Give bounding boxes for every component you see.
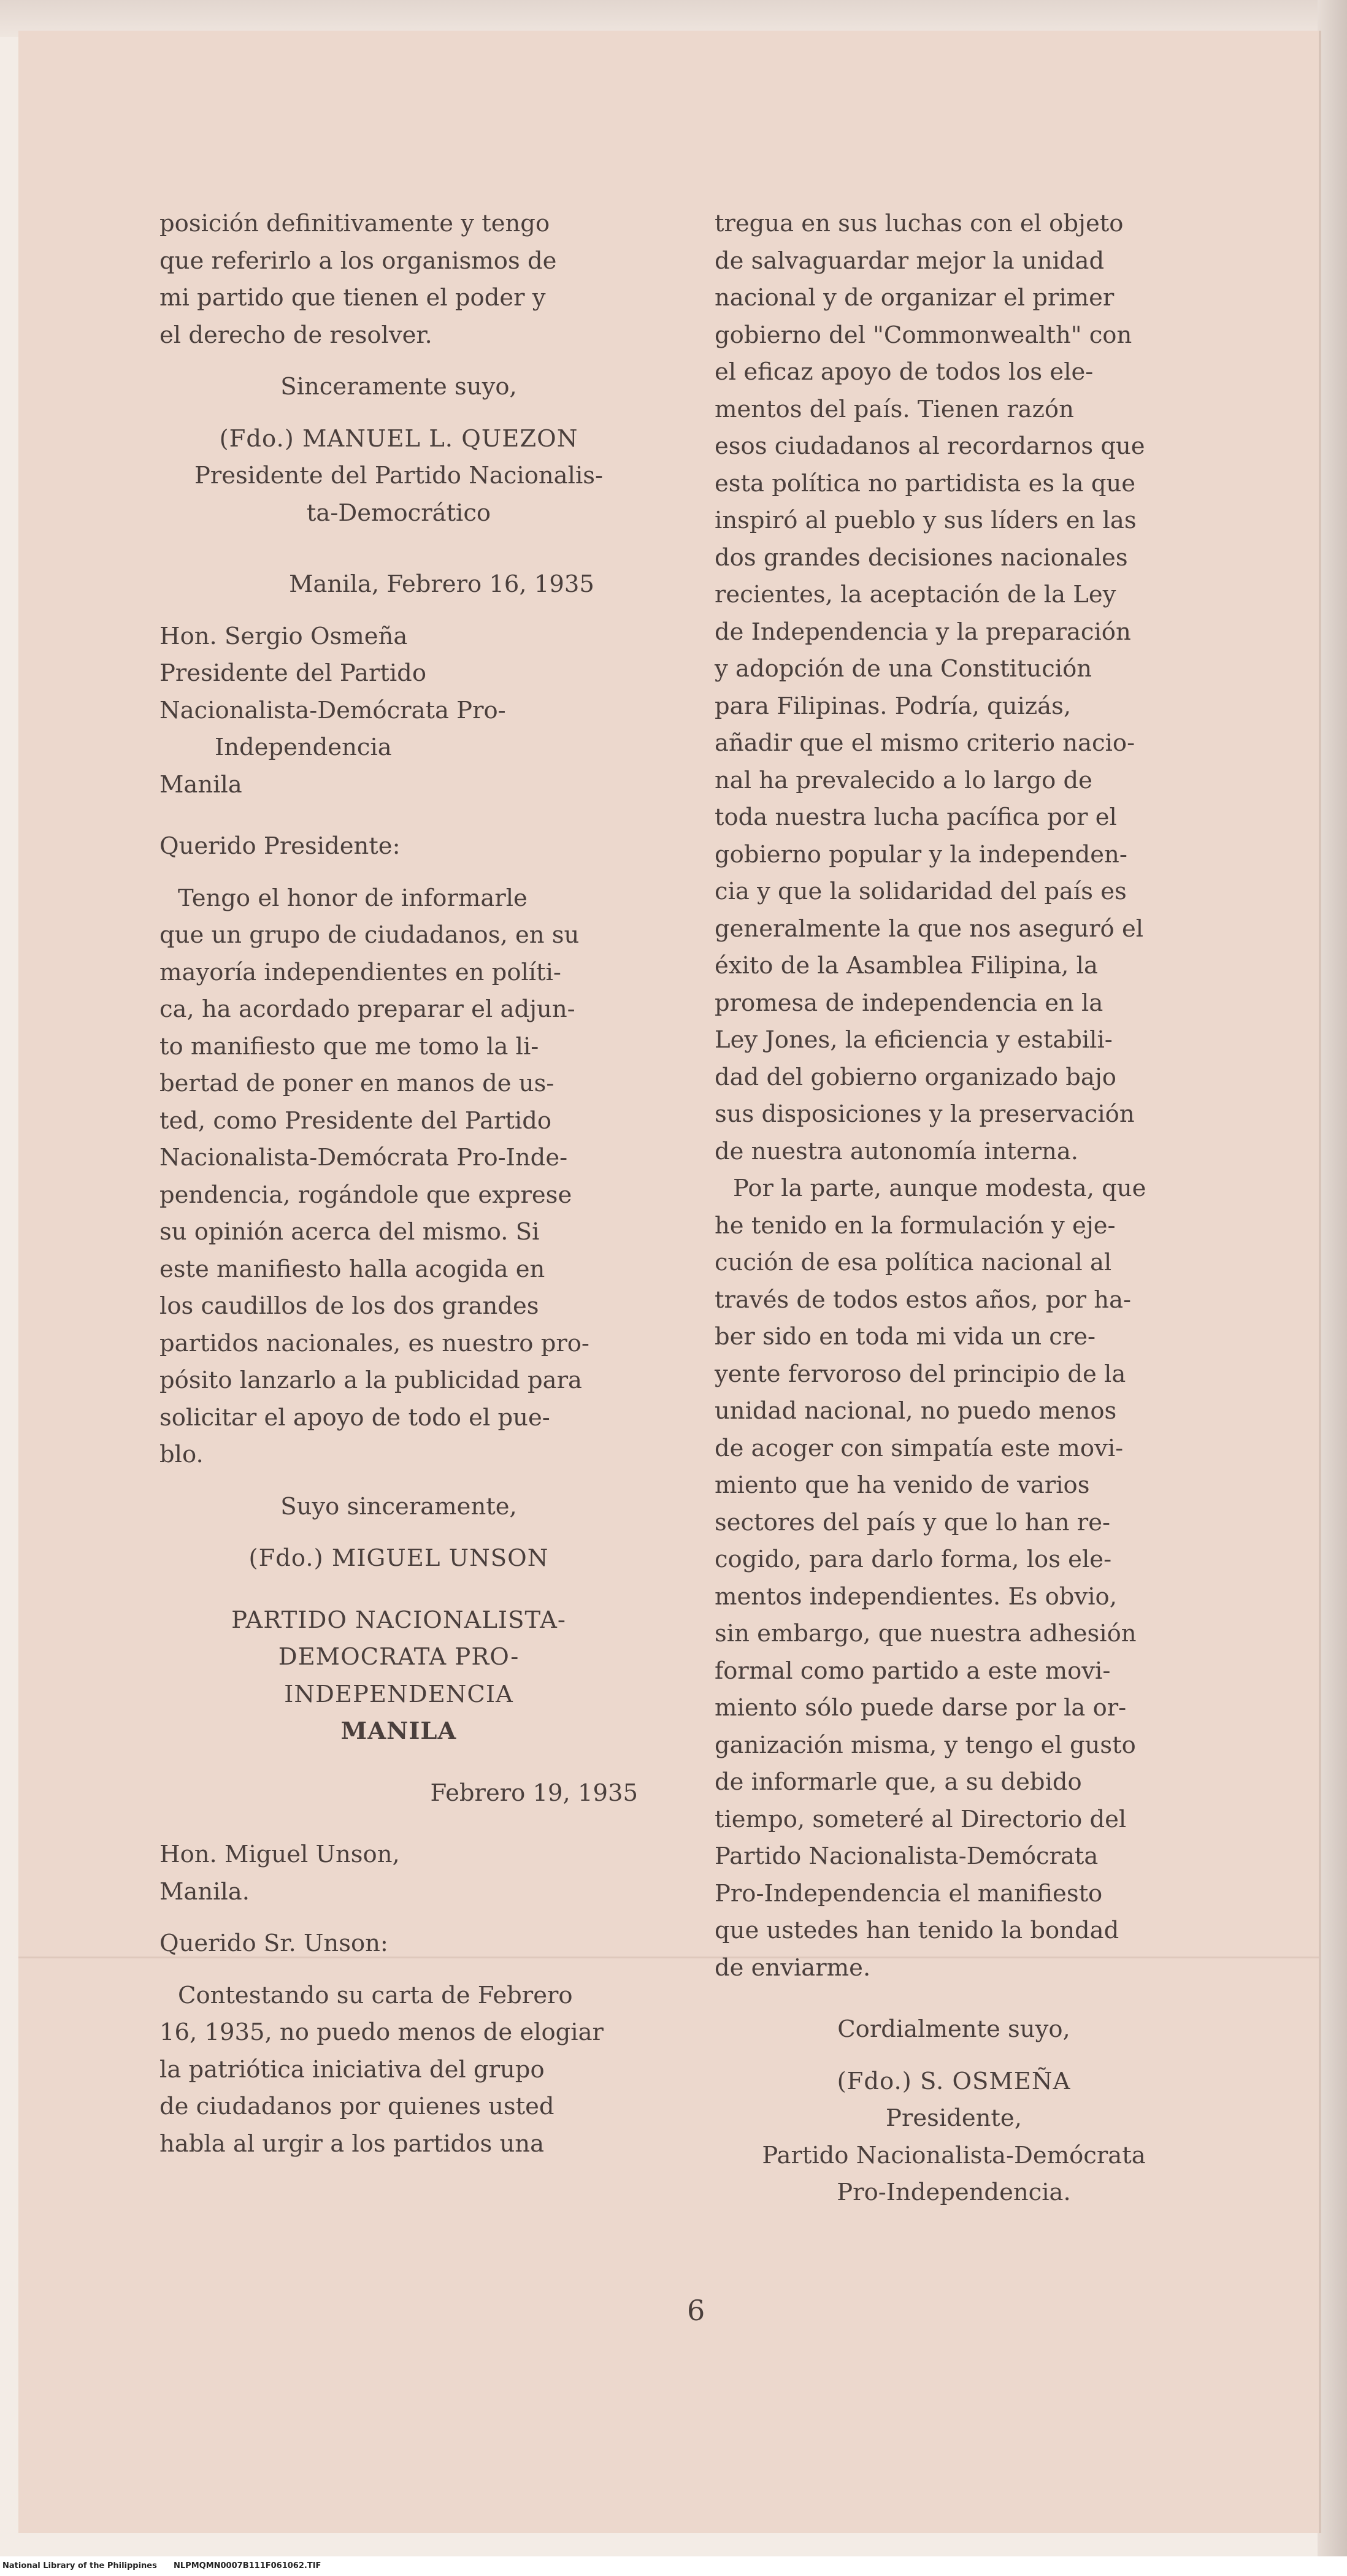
unson-letter <box>159 566 638 1577</box>
text-line: nal ha prevalecido a lo largo de <box>715 766 1092 794</box>
text-line: mentos del país. Tienen razón <box>715 395 1074 423</box>
text-line: cogido, para darlo forma, los ele- <box>715 1546 1112 1573</box>
text-line: inspiró al pueblo y sus líders en las <box>715 507 1137 534</box>
text-line: la patriótica iniciativa del grupo <box>159 2055 545 2083</box>
text-line: de acoger con simpatía este movi- <box>715 1434 1124 1462</box>
letterhead-line: PARTIDO NACIONALISTA- <box>231 1606 566 1634</box>
text-line: pendencia, rogándole que exprese <box>159 1181 572 1209</box>
closing: Cordialmente suyo, <box>837 2015 1070 2043</box>
text-line: cia y que la solidaridad del país es <box>715 878 1127 905</box>
text-line: sin embargo, que nuestra adhesión <box>715 1620 1137 1647</box>
osmena-signature-block <box>715 2011 1193 2212</box>
signature-line: (Fdo.) MANUEL L. QUEZON <box>219 424 578 453</box>
text-line: Contestando su carta de Febrero <box>178 1981 573 2009</box>
signature-title: Presidente del Partido Nacionalis- <box>194 462 604 489</box>
text-line: el eficaz apoyo de todos los ele- <box>715 358 1094 386</box>
text-line: para Filipinas. Podría, quizás, <box>715 692 1072 720</box>
addressee-line: Nacionalista-Demócrata Pro- <box>159 696 506 724</box>
text-line: de ciudadanos por quienes usted <box>159 2093 555 2120</box>
text-line: este manifiesto halla acogida en <box>159 1255 545 1283</box>
letter-date: Manila, Febrero 16, 1935 <box>289 570 594 598</box>
signature-line: (Fdo.) S. OSMEÑA <box>837 2067 1071 2095</box>
text-line: gobierno del "Commonwealth" con <box>715 321 1132 349</box>
text-line: blo. <box>159 1441 204 1468</box>
text-line: cución de esa política nacional al <box>715 1249 1112 1276</box>
text-line: ganización misma, y tengo el gusto <box>715 1731 1136 1759</box>
text-line: yente fervoroso del principio de la <box>715 1360 1126 1388</box>
text-line: esta política no partidista es la que <box>715 469 1136 497</box>
right-column <box>715 205 1193 2212</box>
text-line: miento sólo puede darse por la or- <box>715 1694 1127 1722</box>
text-line: que un grupo de ciudadanos, en su <box>159 921 580 949</box>
text-line: el derecho de resolver. <box>159 321 432 349</box>
text-line: promesa de independencia en la <box>715 989 1103 1017</box>
text-line: mi partido que tienen el poder y <box>159 284 546 312</box>
text-line: formal como partido a este movi- <box>715 1657 1111 1685</box>
text-line: su opinión acerca del mismo. Si <box>159 1218 540 1246</box>
footer-file: NLPMQMN0007B111F061062.TIF <box>174 2561 321 2570</box>
text-line: sectores del país y que lo han re- <box>715 1508 1110 1536</box>
text-line: gobierno popular y la independen- <box>715 840 1127 868</box>
text-line: mentos independientes. Es obvio, <box>715 1582 1117 1611</box>
text-line: ted, como Presidente del Partido <box>159 1106 552 1135</box>
salutation: Querido Sr. Unson: <box>159 1930 388 1957</box>
text-line: 16, 1935, no puedo menos de elogiar <box>159 2018 604 2046</box>
text-line: miento que ha venido de varios <box>715 1471 1090 1499</box>
scan-footer <box>2 2561 321 2570</box>
text-line: pósito lanzarlo a la publicidad para <box>159 1367 582 1394</box>
addressee-line: Manila <box>159 770 242 799</box>
text-line: esos ciudadanos al recordarnos que <box>715 432 1145 460</box>
osmena-letter-header <box>159 1602 638 2163</box>
intro-paragraph <box>159 205 638 354</box>
signature-org-line: Partido Nacionalista-Demócrata <box>762 2141 1146 2169</box>
salutation: Querido Presidente: <box>159 832 401 860</box>
text-line: éxito de la Asamblea Filipina, la <box>715 952 1098 979</box>
closing: Sinceramente suyo, <box>280 373 517 401</box>
scan-edge-right <box>1318 0 1347 2576</box>
text-line: de Independencia y la preparación <box>715 618 1131 646</box>
text-line: he tenido en la formulación y eje- <box>715 1211 1116 1240</box>
signature-line: (Fdo.) MIGUEL UNSON <box>248 1544 549 1572</box>
quezon-signature-block <box>159 369 638 532</box>
text-line: dos grandes decisiones nacionales <box>715 543 1128 572</box>
letterhead-line: DEMOCRATA PRO- <box>278 1643 520 1671</box>
page-number: 6 <box>687 2294 705 2327</box>
text-line: de informarle que, a su debido <box>715 1768 1082 1796</box>
text-line: posición definitivamente y tengo <box>159 210 550 237</box>
text-line: que ustedes han tenido la bondad <box>715 1917 1119 1944</box>
text-line: partidos nacionales, es nuestro pro- <box>159 1329 589 1357</box>
addressee-line: Independencia <box>215 734 392 761</box>
addressee-line: Manila. <box>159 1877 250 1906</box>
signature-title: Presidente, <box>886 2104 1022 2132</box>
text-line: tiempo, someteré al Directorio del <box>715 1805 1127 1833</box>
signature-org-line: Pro-Independencia. <box>837 2179 1071 2206</box>
text-line: los caudillos de los dos grandes <box>159 1292 539 1320</box>
text-line: bertad de poner en manos de us- <box>159 1070 555 1097</box>
addressee-line: Hon. Miguel Unson, <box>159 1841 400 1868</box>
osmena-letter-paragraph-2 <box>715 1170 1193 1987</box>
text-line: mayoría independientes en políti- <box>159 958 561 986</box>
addressee-line: Hon. Sergio Osmeña <box>159 622 408 650</box>
text-line: de enviarme. <box>715 1953 871 1982</box>
signature-title: ta-Democrático <box>306 499 491 527</box>
text-line: y adopción de una Constitución <box>715 655 1092 683</box>
text-line: que referirlo a los organismos de <box>159 247 557 275</box>
text-line: habla al urgir a los partidos una <box>159 2129 545 2158</box>
text-line: de nuestra autonomía interna. <box>715 1137 1079 1165</box>
text-line: Pro-Independencia el manifiesto <box>715 1879 1103 1907</box>
footer-source: National Library of the Philippines <box>2 2561 157 2570</box>
letterhead-line: INDEPENDENCIA <box>284 1680 513 1708</box>
text-line: solicitar el apoyo de todo el pue- <box>159 1403 550 1432</box>
closing: Suyo sinceramente, <box>280 1492 517 1520</box>
text-line: sus disposiciones y la preservación <box>715 1100 1135 1128</box>
text-line: dad del gobierno organizado bajo <box>715 1063 1116 1091</box>
addressee-line: Presidente del Partido <box>159 659 427 687</box>
text-line: Nacionalista-Demócrata Pro-Inde- <box>159 1144 568 1171</box>
text-line: ber sido en toda mi vida un cre- <box>715 1323 1096 1351</box>
text-line: Partido Nacionalista-Demócrata <box>715 1842 1099 1870</box>
text-line: to manifiesto que me tomo la li- <box>159 1032 539 1060</box>
text-line: unidad nacional, no puedo menos <box>715 1397 1117 1425</box>
text-line: de salvaguardar mejor la unidad <box>715 247 1105 275</box>
text-line: Ley Jones, la eficiencia y estabili- <box>715 1026 1113 1054</box>
text-line: nacional y de organizar el primer <box>715 284 1115 312</box>
text-line: generalmente la que nos aseguró el <box>715 914 1144 943</box>
letter-date: Febrero 19, 1935 <box>430 1779 638 1807</box>
text-line: través de todos estos años, por ha- <box>715 1286 1132 1314</box>
text-line: añadir que el mismo criterio nacio- <box>715 729 1135 757</box>
text-line: toda nuestra lucha pacífica por el <box>715 803 1117 831</box>
letterhead-line: MANILA <box>340 1717 457 1745</box>
text-line: ca, ha acordado preparar el adjun- <box>159 995 575 1023</box>
text-line: Por la parte, aunque modesta, que <box>733 1175 1146 1202</box>
text-line: Tengo el honor de informarle <box>178 884 528 912</box>
left-column <box>159 205 638 2163</box>
text-line: tregua en sus luchas con el objeto <box>715 210 1124 237</box>
osmena-letter-paragraph-1 <box>715 205 1193 1170</box>
text-line: recientes, la aceptación de la Ley <box>715 581 1116 608</box>
